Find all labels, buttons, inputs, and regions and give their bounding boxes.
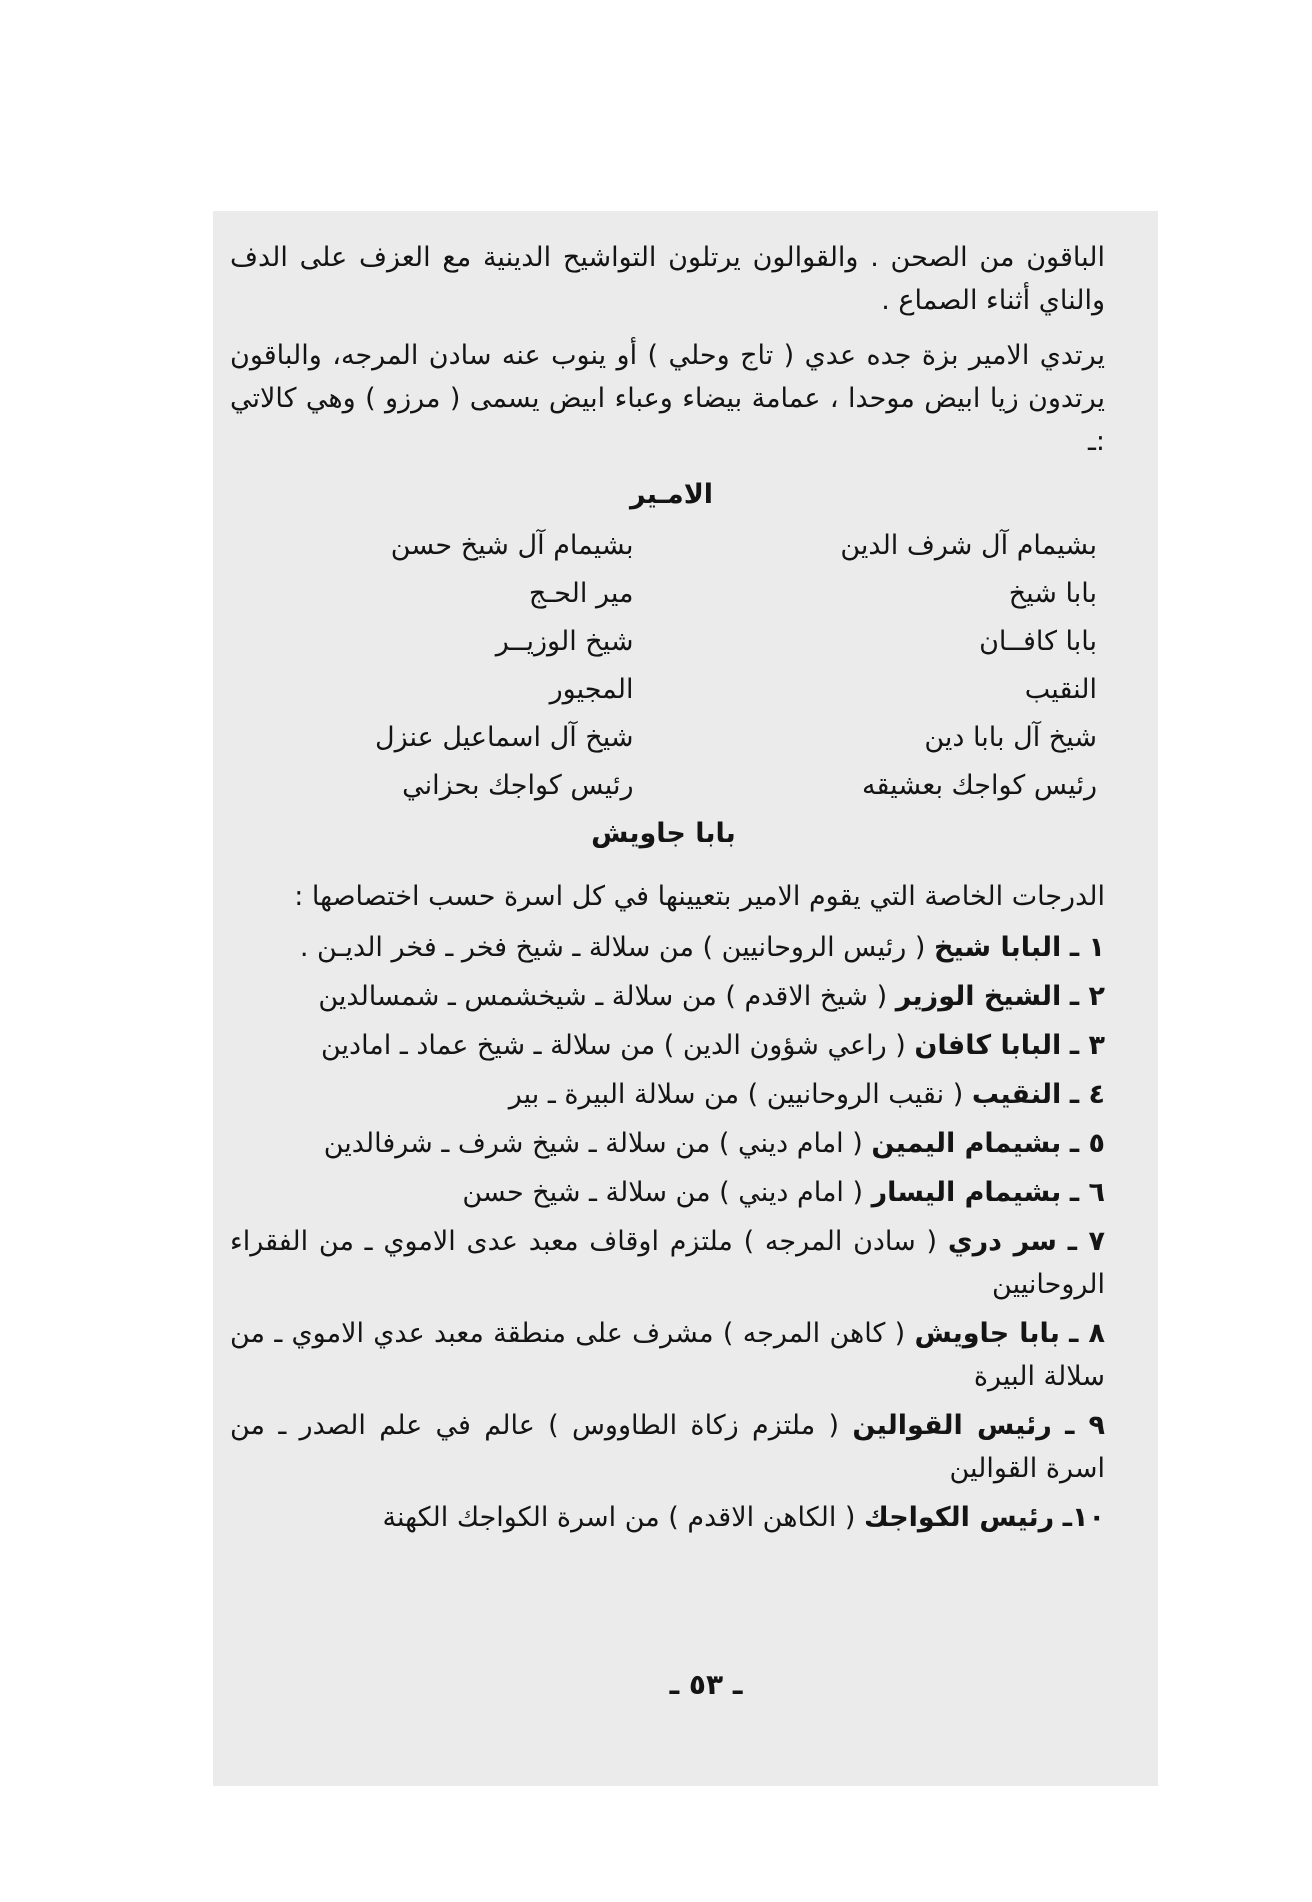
rank-item: بشيمام آل شيخ حسن [390,530,634,561]
section-title: الامـير [629,479,714,510]
degree-number: ٥ ـ [1069,1128,1105,1159]
degree-number: ٧ ـ [1067,1226,1105,1257]
degree-text: ( الكاهن الاقدم ) من اسرة الكواجك الكهنة [382,1502,856,1533]
degree-title: البابا كافان [914,1030,1062,1061]
rank-item: بشيمام آل شرف الدين [840,530,1097,561]
ranks-list [230,524,1105,855]
degree-number: ٤ ـ [1069,1079,1105,1110]
degree-item [230,1073,1105,1116]
degree-text: ( ملتزم زكاة الطاووس ) عالم في علم الصدر ـ من اسرة القوالين [230,1410,1105,1484]
degree-item [230,1404,1105,1490]
rank-item: بابا كافــان [979,626,1097,657]
page-content [230,236,1105,1539]
degrees-intro: الدرجات الخاصة التي يقوم الامير بتعيينها في كل اسرة حسب اختصاصها : [294,881,1105,912]
degree-number: ٨ ـ [1069,1318,1105,1349]
degree-text: ( شيخ الاقدم ) من سلالة ـ شيخشمس ـ شمسالدين [318,981,888,1012]
degree-text: ( رئيس الروحانيين ) من سلالة ـ شيخ فخر ـ فخر الديـن . [299,932,926,963]
degree-text: ( امام ديني ) من سلالة ـ شيخ حسن [462,1177,864,1208]
degree-item [230,1171,1105,1214]
degree-item [230,1220,1105,1306]
rank-item: شيخ الوزيــر [495,626,634,657]
degree-item [230,1024,1105,1067]
rank-item: النقيب [1024,674,1097,705]
degree-item [230,1496,1105,1539]
rank-item: رئيس كواجك بحزاني [402,770,634,801]
degree-number: ٦ ـ [1069,1177,1105,1208]
rank-item: شيخ آل اسماعيل عنزل [374,722,634,753]
rank-item: بابا جاويش [591,818,736,849]
degree-item [230,1312,1105,1398]
degrees-list [230,926,1105,1539]
degree-title: رئيس القوالين [852,1410,1052,1441]
degree-text: ( امام ديني ) من سلالة ـ شيخ شرف ـ شرفالدين [323,1128,863,1159]
degree-title: النقيب [971,1079,1062,1110]
degree-title: سر دري [947,1226,1057,1257]
rank-item: شيخ آل بابا دين [924,722,1097,753]
rank-item: مير الحـج [528,578,634,609]
degree-text: ( راعي شؤون الدين ) من سلالة ـ شيخ عماد ـ امادين [320,1030,906,1061]
degree-number: ٩ ـ [1065,1410,1105,1441]
degree-number: ٢ ـ [1069,981,1105,1012]
degree-text: ( سادن المرجه ) ملتزم اوقاف معبد عدى الاموي ـ من الفقراء الروحانيين [230,1226,1105,1300]
rank-item: المجيور [549,674,634,705]
degree-text: ( كاهن المرجه ) مشرف على منطقة معبد عدي الاموي ـ من سلالة البيرة [230,1318,1105,1392]
degree-number: ١ ـ [1069,932,1105,963]
degree-item [230,926,1105,969]
degree-title: بابا جاويش [914,1318,1060,1349]
degree-number: ٣ ـ [1069,1030,1105,1061]
degree-item [230,975,1105,1018]
degree-title: بشيمام اليمين [871,1128,1062,1159]
rank-item: رئيس كواجك بعشيقه [862,770,1097,801]
rank-item: بابا شيخ [1008,578,1097,609]
degree-title: بشيمام اليسار [871,1177,1062,1208]
degree-text: ( نقيب الروحانيين ) من سلالة البيرة ـ بير [508,1079,964,1110]
paragraph: يرتدي الامير بزة جده عدي ( تاج وحلي ) أو ينوب عنه سادن المرجه، والباقون يرتدون زيا ابيض موحدا ، عمامة بيضاء وعباء ابيض يسمى ( مرزو ) وهي كالاتي :ـ [230,340,1105,457]
paragraph: الباقون من الصحن . والقوالون يرتلون التواشيح الدينية مع العزف على الدف والناي أثناء الصماع . [230,242,1105,316]
degree-title: البابا شيخ [934,932,1062,963]
page-number: ـ ٥٣ ـ [669,1668,743,1701]
degree-title: الشيخ الوزير [895,981,1062,1012]
degree-title: رئيس الكواجك [864,1502,1055,1533]
degree-item [230,1122,1105,1165]
degree-number: ١٠ـ [1062,1502,1105,1533]
